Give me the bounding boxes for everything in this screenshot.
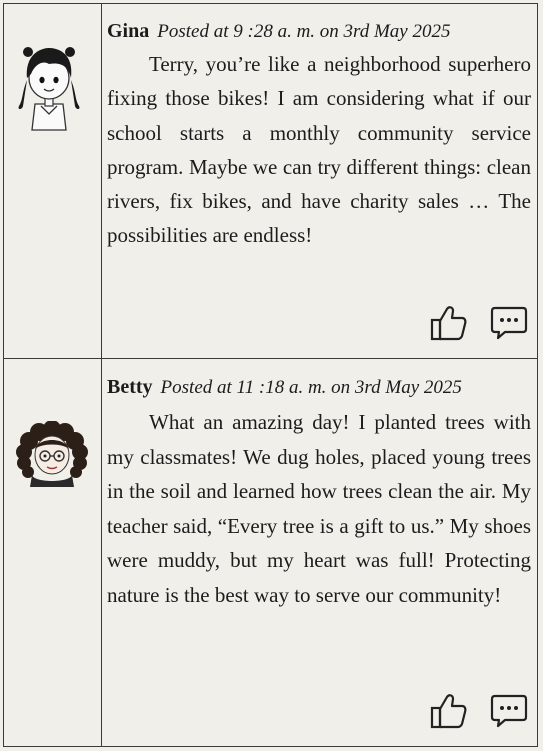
betty-avatar — [12, 421, 92, 492]
post-actions — [429, 692, 529, 730]
forum-posts-table — [3, 3, 538, 747]
column-divider — [101, 4, 102, 746]
row-divider — [4, 358, 537, 359]
gina-avatar — [13, 40, 85, 139]
post-body: Terry, you’re like a neighborhood superhero fixing those bikes! I am considering what if our school starts a monthly community service program. Maybe we can try different things: clean rivers, fix bikes, and have charity sales … The possibilities are endless! — [107, 52, 531, 248]
thumbs-up-icon[interactable] — [429, 692, 469, 730]
post-body: What an amazing day! I planted trees with my classmates! We dug holes, placed young trees in the soil and learned how trees clean the air. My teacher said, “Every tree is a gift to us.” My shoes were muddy, but my heart was full! Protecting nature is the best way to serve our community! — [107, 410, 531, 607]
author-name: Gina — [107, 20, 150, 42]
post-header — [107, 376, 531, 399]
comment-bubble-icon[interactable] — [489, 305, 529, 341]
girl-with-pigtails-avatar-icon — [13, 40, 85, 134]
thumbs-up-icon[interactable] — [429, 304, 469, 342]
post-gina — [107, 20, 531, 253]
post-header — [107, 20, 531, 43]
post-betty — [107, 376, 531, 613]
comment-bubble-icon[interactable] — [489, 693, 529, 729]
author-name: Betty — [107, 376, 153, 398]
curly-hair-girl-with-glasses-avatar-icon — [12, 421, 92, 487]
post-timestamp: Posted at 11 :18 a. m. on 3rd May 2025 — [160, 377, 462, 398]
post-timestamp: Posted at 9 :28 a. m. on 3rd May 2025 — [157, 21, 451, 42]
post-actions — [429, 304, 529, 342]
